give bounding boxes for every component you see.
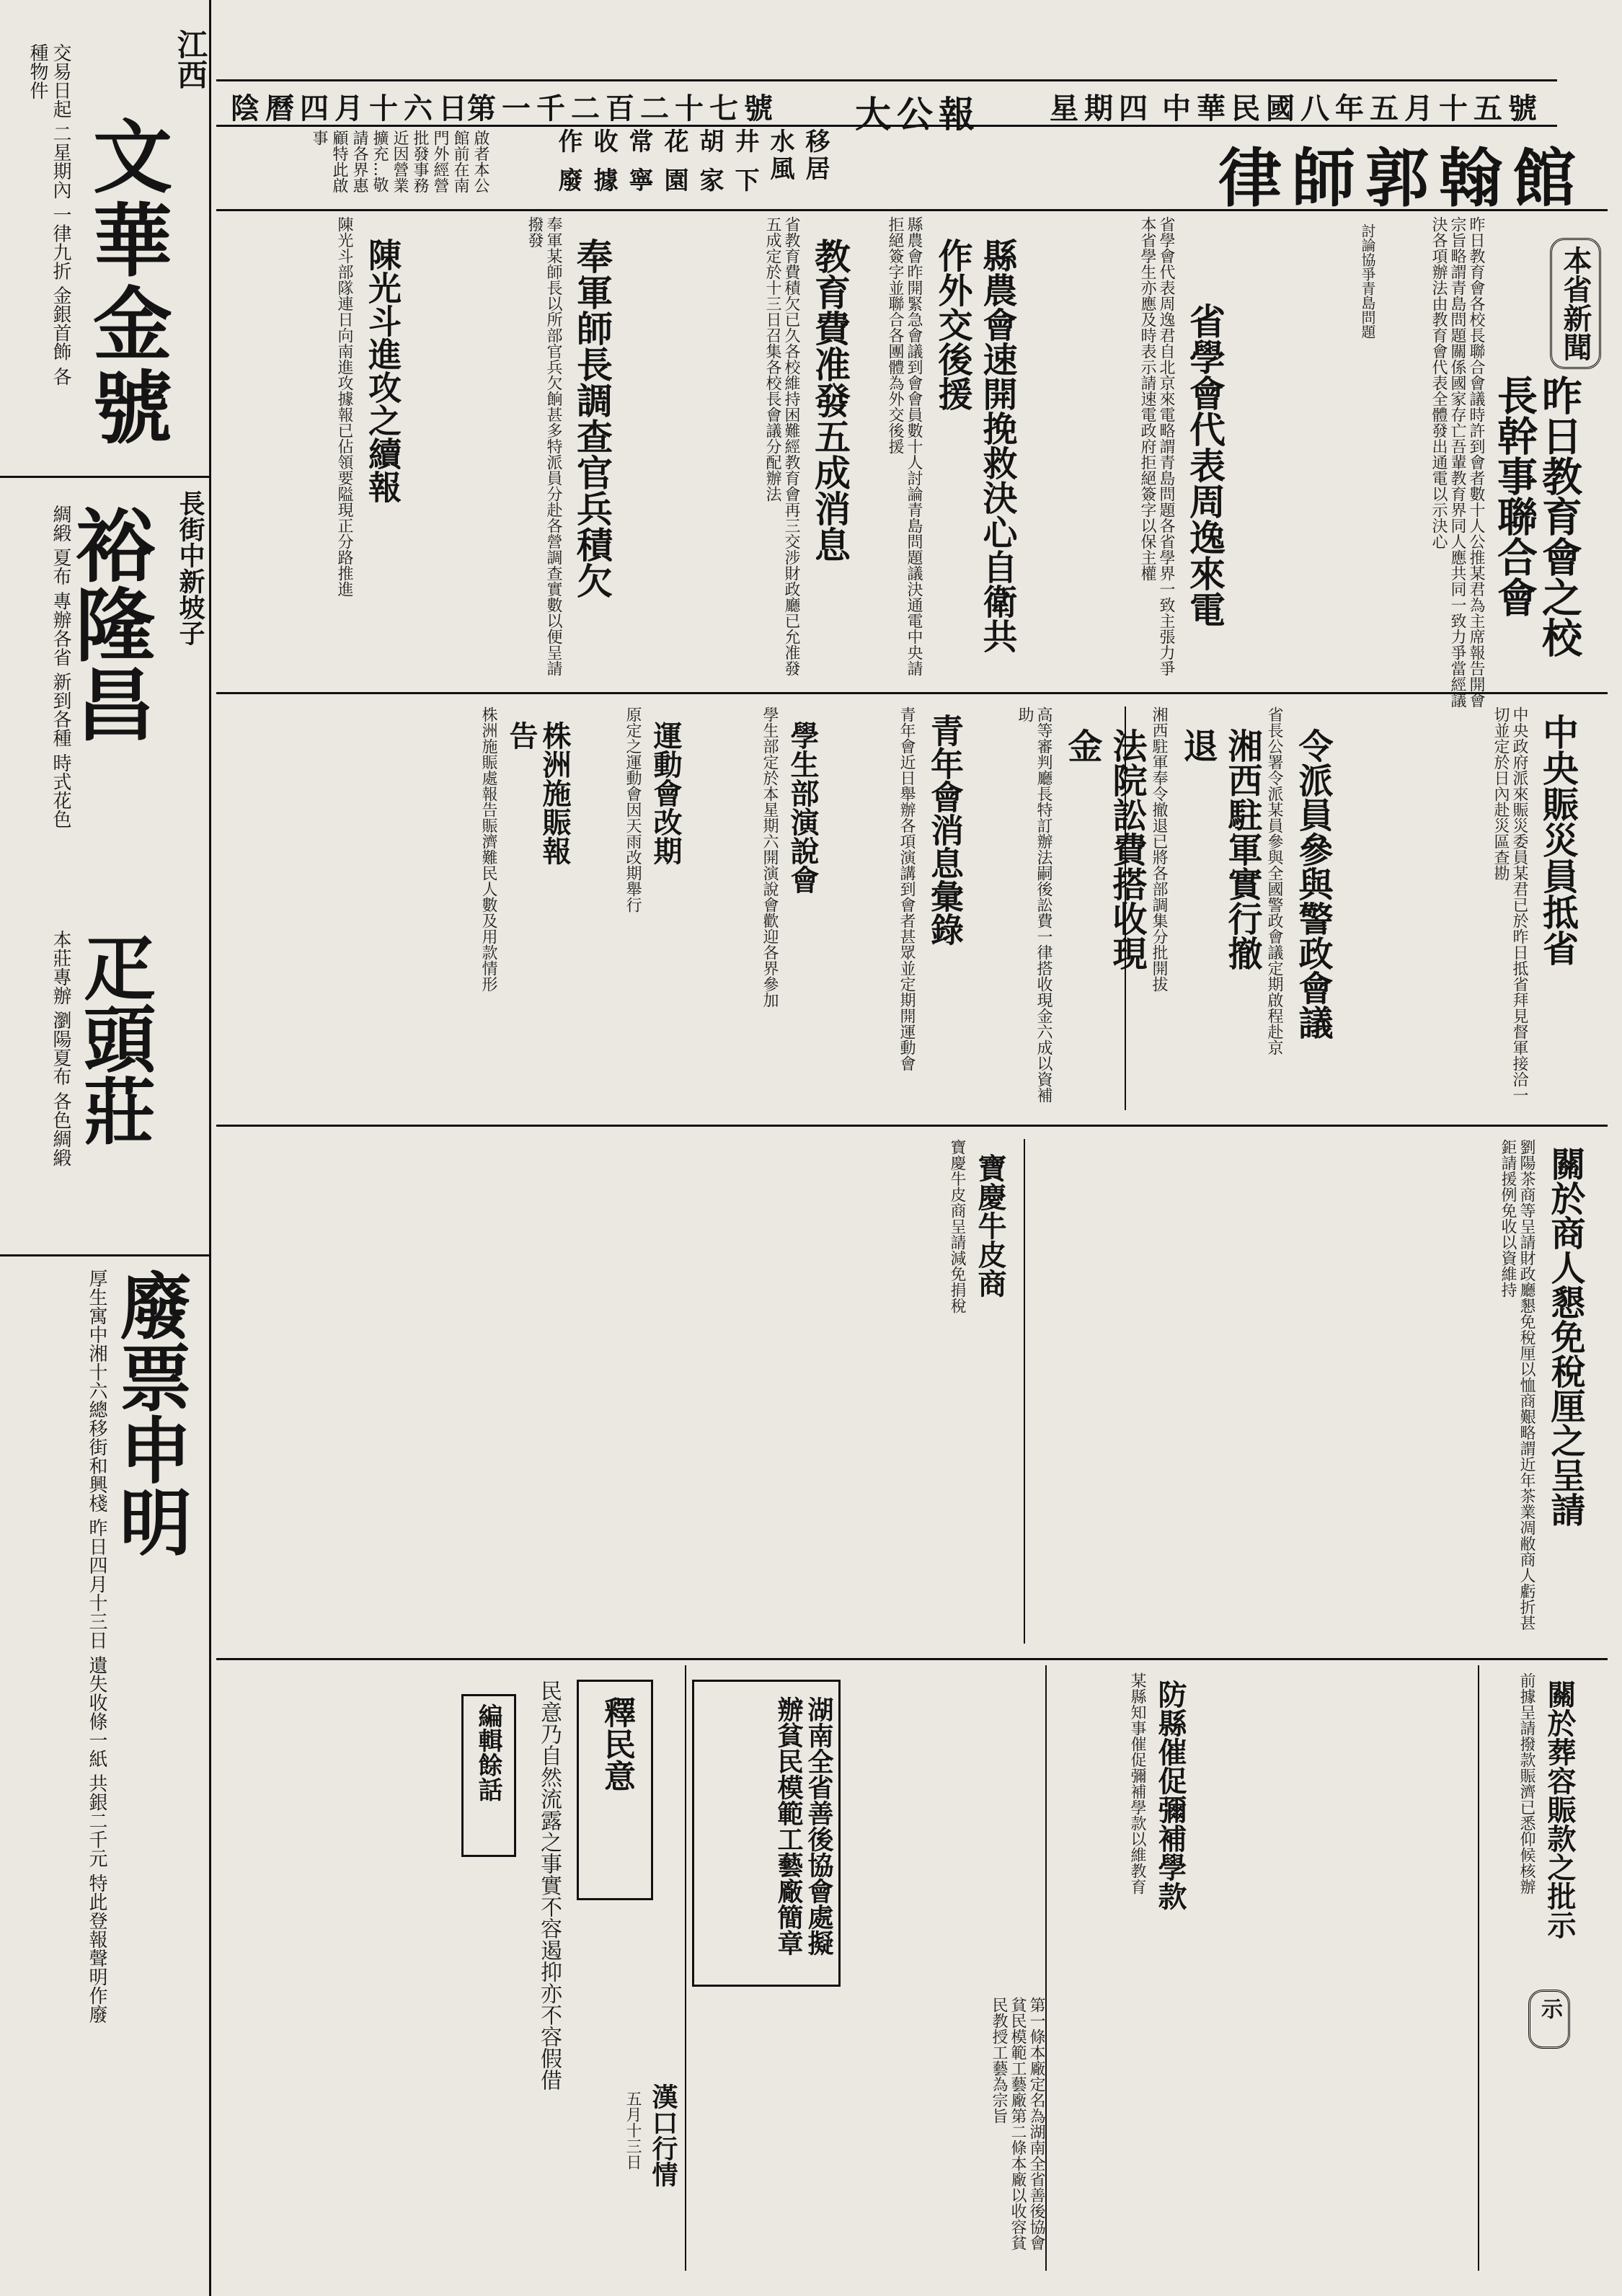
- masthead-notice: 啟者本公館前在南門外經營批發事務近因營業擴充...敬請各界惠顧特此啟事: [310, 130, 489, 193]
- editors-notes-box: [461, 1694, 516, 1857]
- article-body-1: 省學會代表周逸君自北京來電略謂青島問題各省學界一致主張力爭本省學生亦應及時表示請速電政府拒絕簽字以保主權: [1138, 216, 1175, 676]
- article-body-11: 學生部定於本星期六開演說會歡迎各界參加: [761, 706, 779, 1008]
- col-rule-5: [1478, 1665, 1479, 2271]
- ad-brand2-note: 綢緞 夏布 專辦各省 新到各種 時式花色: [50, 505, 71, 829]
- article-body-13: 株洲施賑處報告賑濟難民人數及用款情形: [479, 706, 497, 992]
- article-title-19: 編輯餘話: [474, 1703, 502, 1801]
- masthead-issue: 第一千二百二十七號: [467, 92, 779, 125]
- article-title-11: 學生部演說會: [786, 721, 820, 894]
- ad-banner-wenhua: 文華金號: [80, 115, 173, 450]
- ad-banner-note: 交易日起 二星期內 一律九折 金銀首飾 各種物件: [27, 43, 71, 386]
- article-body-16: 某縣知事催促彌補學款以維教育: [1128, 1672, 1146, 1894]
- article-body-9: 高等審判廳長特訂辦法嗣後訟費一律搭收現金六成以資補助: [1016, 706, 1052, 1103]
- article-title-16: 防縣催促彌補學款: [1153, 1680, 1187, 1910]
- article-title-20: 關於葬容賑款之批示: [1543, 1680, 1577, 1939]
- ad-fei-piao-shenming: 廢票申明: [107, 1269, 192, 1557]
- article-title-21: 漢口行情: [648, 2083, 678, 2187]
- article-title-3: 教育費准發五成消息: [809, 238, 851, 562]
- col-rule-1: [1125, 706, 1126, 1110]
- article-body-10: 青年會近日舉辦各項演講到會者甚眾並定期開運動會: [898, 706, 916, 1071]
- article-body-21: 五月十三日: [624, 2091, 642, 2170]
- article-title-10: 青年會消息彙錄: [926, 714, 965, 946]
- ad-middle-label: 長街中新坡子: [175, 490, 205, 646]
- article-body-3: 省教育費積欠已久各校維持困難經教育會再三交涉財政廳已允准發五成定於十三日召集各校長會議分配辦法: [763, 216, 800, 676]
- article-title-6: 中央賑災員抵省: [1537, 714, 1579, 966]
- article-title-14: 關於商人懇免稅厘之呈請: [1545, 1146, 1585, 1527]
- lower-rule: [216, 1658, 1608, 1660]
- local-news-tag: 本省新聞: [1550, 238, 1601, 369]
- article-title-5: 陳光斗進攻之續報: [363, 238, 402, 503]
- article-body-20: 前據呈請撥款賑濟已悉仰候核辦: [1517, 1672, 1535, 1894]
- ad-brand3-note: 本莊專辦 瀏陽夏布 各色綢緞: [50, 930, 71, 1167]
- col-rule-2: [1024, 1139, 1025, 1644]
- article-title-12: 運動會改期: [649, 721, 683, 865]
- article-body-12: 原定之運動會因天雨改期舉行: [624, 706, 642, 913]
- col-rule-3: [685, 1665, 686, 2271]
- article-title-15: 寶慶牛皮商: [973, 1153, 1007, 1298]
- masthead-weekday: 星期四: [1050, 92, 1153, 125]
- article-title-9: 法院訟費搭收現金: [1062, 728, 1147, 970]
- article-body-5: 陳光斗部隊連日向南進攻據報已佔領要隘現正分路推進: [335, 216, 353, 597]
- mid-rule: [216, 1125, 1608, 1127]
- masthead-firm-sub: 移居 水風井 下胡 家花 園常 寧收 據 作 廢: [554, 128, 830, 195]
- article-body-7: 省長公署令派某員參與全國警政會議定期啟程赴京: [1265, 706, 1283, 1055]
- article-title-7: 令派員參與警政會議: [1293, 728, 1333, 1040]
- ad-brand-pitouzhuang: 疋頭莊: [71, 930, 156, 1146]
- article-body-0: 昨日教育會各校長聯合會議時許到會者數十人公推某君為主席報告開會宗旨略謂青島問題關係國家存亡吾輩教育界同人應共同一致力爭當經議決各項辦法由教育會代表全體發出通電以示決心: [1430, 216, 1485, 708]
- article-title-0: 昨日教育會之校長幹事聯合會: [1491, 375, 1583, 657]
- article-body-14: 劉陽茶商等呈請財政廳懇免稅厘以恤商艱略謂近年茶業凋敝商人虧折甚鉅請援例免收以資維持: [1499, 1139, 1535, 1631]
- masthead-lunar: 陰曆四月十六日: [231, 92, 473, 125]
- article-body-6: 中央政府派來賑災委員某君已於昨日抵省拜見督軍接洽一切並定於日內赴災區查勘: [1492, 706, 1528, 1103]
- article-body-15: 寶慶牛皮商呈請減免捐稅: [948, 1139, 966, 1313]
- masthead-firm-banner: 律師郭翰館: [1218, 141, 1586, 216]
- article-title-17: 湖南全省善後協會處擬辦貧民模範工藝廠簡章: [774, 1696, 834, 1956]
- ad-brand-yulongchang: 裕隆昌: [63, 505, 156, 743]
- article-title-8: 湘西駐軍實行撤退: [1177, 728, 1262, 970]
- ad-divider-2: [0, 1254, 209, 1256]
- workhouse-box: [692, 1680, 841, 1987]
- article-body-4: 奉軍某師長以所部官兵欠餉甚多特派員分赴各營調查實數以便呈請撥發: [526, 216, 562, 676]
- col-rule-4: [1045, 1665, 1047, 2271]
- masthead-paper-name: 大公報: [855, 93, 980, 136]
- article-title-18: 釋民意: [598, 1696, 635, 1791]
- ad-divider-1: [0, 476, 209, 478]
- article-body-8: 湘西駐軍奉令撤退已將各部調集分批開拔: [1150, 706, 1168, 992]
- ad-top-label: 江西: [173, 29, 208, 89]
- article-body-2: 縣農會昨開緊急會議到會會員數十人討論青島問題議決通電中央請拒絕簽字並聯合各團體為外交後援: [886, 216, 923, 676]
- masthead-date: 中華民國八年五月十五號: [1162, 92, 1543, 125]
- article-title-1: 省學會代表周逸來電: [1184, 303, 1226, 627]
- article-body-17: 第一條本廠定名為湖南全省善後協會貧民模範工藝廠第二條本廠以收容貧民教授工藝為宗旨: [990, 1997, 1045, 2251]
- header-rule: [216, 209, 1608, 211]
- article-sub-0: 討論協爭青島問題: [1359, 223, 1376, 339]
- ad-bottom-note: 厚生寓中湘十六總移街和興棧 昨日四月十三日 遺失收條一紙 共銀二千元 特此登報聲明作廢: [86, 1269, 107, 2024]
- article-title-13: 株洲施賑報告: [505, 721, 572, 865]
- article-title-4: 奉軍師長調查官兵積欠: [571, 238, 613, 598]
- upper-rule-1: [216, 692, 1608, 694]
- masthead-date-bar: [216, 79, 1557, 136]
- article-title-2: 縣農會速開挽救決心自衛共作外交後援: [932, 238, 1017, 653]
- left-ad-column: [0, 0, 211, 2296]
- notice-tag: 示: [1528, 1990, 1570, 2049]
- editorial-box: [577, 1680, 653, 1900]
- article-body-18: 民意乃自然流露之事實不容遏抑亦不容假借: [536, 1680, 562, 2091]
